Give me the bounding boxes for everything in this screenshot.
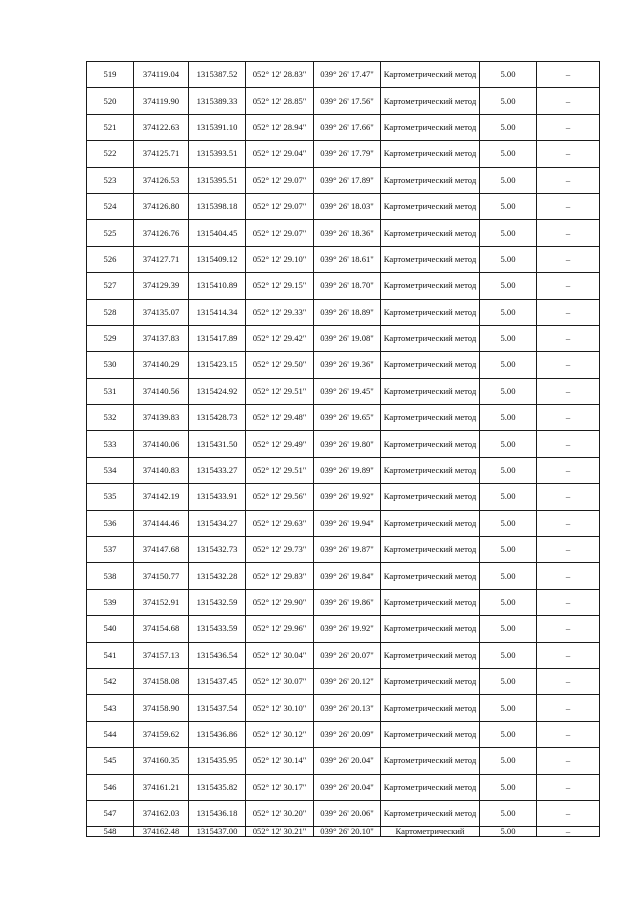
y-coordinate-cell: 1315428.73 xyxy=(189,405,246,431)
point-number-cell: 537 xyxy=(87,537,134,563)
table-row xyxy=(87,563,600,589)
precision-cell: 5.00 xyxy=(480,668,537,694)
y-coordinate-cell: 1315433.59 xyxy=(189,616,246,642)
point-number-cell: 540 xyxy=(87,616,134,642)
x-coordinate-cell: 374140.83 xyxy=(134,457,189,483)
x-coordinate-cell: 374140.29 xyxy=(134,352,189,378)
point-number-cell: 531 xyxy=(87,378,134,404)
longitude-cell: 039° 26' 19.36" xyxy=(314,352,381,378)
y-coordinate-cell: 1315431.50 xyxy=(189,431,246,457)
note-cell: – xyxy=(537,246,600,272)
longitude-cell: 039° 26' 19.65" xyxy=(314,405,381,431)
table-row xyxy=(87,457,600,483)
latitude-cell: 052° 12' 28.85" xyxy=(246,88,314,114)
latitude-cell: 052° 12' 29.50" xyxy=(246,352,314,378)
latitude-cell: 052° 12' 29.49" xyxy=(246,431,314,457)
precision-cell: 5.00 xyxy=(480,141,537,167)
latitude-cell: 052° 12' 30.10" xyxy=(246,695,314,721)
note-cell: – xyxy=(537,748,600,774)
y-coordinate-cell: 1315424.92 xyxy=(189,378,246,404)
x-coordinate-cell: 374127.71 xyxy=(134,246,189,272)
method-cell: Картометрический метод xyxy=(381,431,480,457)
x-coordinate-cell: 374126.80 xyxy=(134,193,189,219)
note-cell: – xyxy=(537,88,600,114)
longitude-cell: 039° 26' 20.09" xyxy=(314,721,381,747)
longitude-cell: 039° 26' 20.10" xyxy=(314,827,381,837)
precision-cell: 5.00 xyxy=(480,695,537,721)
precision-cell: 5.00 xyxy=(480,325,537,351)
method-cell: Картометрический метод xyxy=(381,563,480,589)
y-coordinate-cell: 1315435.82 xyxy=(189,774,246,800)
point-number-cell: 538 xyxy=(87,563,134,589)
note-cell: – xyxy=(537,589,600,615)
method-cell: Картометрический метод xyxy=(381,668,480,694)
y-coordinate-cell: 1315410.89 xyxy=(189,273,246,299)
longitude-cell: 039° 26' 20.12" xyxy=(314,668,381,694)
point-number-cell: 520 xyxy=(87,88,134,114)
latitude-cell: 052° 12' 28.83" xyxy=(246,62,314,88)
table-row xyxy=(87,800,600,826)
longitude-cell: 039° 26' 17.79" xyxy=(314,141,381,167)
y-coordinate-cell: 1315437.54 xyxy=(189,695,246,721)
longitude-cell: 039° 26' 18.36" xyxy=(314,220,381,246)
x-coordinate-cell: 374139.83 xyxy=(134,405,189,431)
longitude-cell: 039° 26' 17.56" xyxy=(314,88,381,114)
precision-cell: 5.00 xyxy=(480,774,537,800)
x-coordinate-cell: 374129.39 xyxy=(134,273,189,299)
latitude-cell: 052° 12' 29.96" xyxy=(246,616,314,642)
method-cell: Картометрический метод xyxy=(381,616,480,642)
x-coordinate-cell: 374161.21 xyxy=(134,774,189,800)
coordinates-table xyxy=(86,61,600,837)
note-cell: – xyxy=(537,141,600,167)
latitude-cell: 052° 12' 29.56" xyxy=(246,484,314,510)
note-cell: – xyxy=(537,431,600,457)
precision-cell: 5.00 xyxy=(480,616,537,642)
longitude-cell: 039° 26' 19.94" xyxy=(314,510,381,536)
y-coordinate-cell: 1315436.54 xyxy=(189,642,246,668)
table-row xyxy=(87,114,600,140)
method-cell: Картометрический метод xyxy=(381,273,480,299)
table-row xyxy=(87,668,600,694)
method-cell: Картометрический метод xyxy=(381,167,480,193)
latitude-cell: 052° 12' 29.07" xyxy=(246,193,314,219)
longitude-cell: 039° 26' 20.13" xyxy=(314,695,381,721)
note-cell: – xyxy=(537,537,600,563)
latitude-cell: 052° 12' 30.14" xyxy=(246,748,314,774)
x-coordinate-cell: 374119.90 xyxy=(134,88,189,114)
x-coordinate-cell: 374119.04 xyxy=(134,62,189,88)
table-row xyxy=(87,167,600,193)
latitude-cell: 052° 12' 29.51" xyxy=(246,457,314,483)
note-cell: – xyxy=(537,405,600,431)
precision-cell: 5.00 xyxy=(480,88,537,114)
note-cell: – xyxy=(537,721,600,747)
method-cell: Картометрический метод xyxy=(381,220,480,246)
latitude-cell: 052° 12' 30.20" xyxy=(246,800,314,826)
point-number-cell: 545 xyxy=(87,748,134,774)
note-cell: – xyxy=(537,325,600,351)
point-number-cell: 522 xyxy=(87,141,134,167)
y-coordinate-cell: 1315435.95 xyxy=(189,748,246,774)
x-coordinate-cell: 374137.83 xyxy=(134,325,189,351)
note-cell: – xyxy=(537,352,600,378)
longitude-cell: 039° 26' 19.86" xyxy=(314,589,381,615)
method-cell: Картометрический xyxy=(381,827,480,837)
latitude-cell: 052° 12' 29.10" xyxy=(246,246,314,272)
longitude-cell: 039° 26' 18.61" xyxy=(314,246,381,272)
precision-cell: 5.00 xyxy=(480,827,537,837)
point-number-cell: 523 xyxy=(87,167,134,193)
longitude-cell: 039° 26' 19.92" xyxy=(314,616,381,642)
latitude-cell: 052° 12' 29.15" xyxy=(246,273,314,299)
point-number-cell: 546 xyxy=(87,774,134,800)
x-coordinate-cell: 374126.53 xyxy=(134,167,189,193)
y-coordinate-cell: 1315432.28 xyxy=(189,563,246,589)
latitude-cell: 052° 12' 29.83" xyxy=(246,563,314,589)
longitude-cell: 039° 26' 19.92" xyxy=(314,484,381,510)
precision-cell: 5.00 xyxy=(480,62,537,88)
y-coordinate-cell: 1315391.10 xyxy=(189,114,246,140)
table-row xyxy=(87,299,600,325)
y-coordinate-cell: 1315432.73 xyxy=(189,537,246,563)
point-number-cell: 529 xyxy=(87,325,134,351)
note-cell: – xyxy=(537,827,600,837)
y-coordinate-cell: 1315417.89 xyxy=(189,325,246,351)
method-cell: Картометрический метод xyxy=(381,721,480,747)
y-coordinate-cell: 1315409.12 xyxy=(189,246,246,272)
precision-cell: 5.00 xyxy=(480,246,537,272)
y-coordinate-cell: 1315398.18 xyxy=(189,193,246,219)
precision-cell: 5.00 xyxy=(480,484,537,510)
precision-cell: 5.00 xyxy=(480,220,537,246)
longitude-cell: 039° 26' 20.04" xyxy=(314,748,381,774)
note-cell: – xyxy=(537,193,600,219)
note-cell: – xyxy=(537,800,600,826)
table-row xyxy=(87,510,600,536)
note-cell: – xyxy=(537,378,600,404)
table-row xyxy=(87,378,600,404)
table-row xyxy=(87,325,600,351)
precision-cell: 5.00 xyxy=(480,642,537,668)
x-coordinate-cell: 374140.06 xyxy=(134,431,189,457)
method-cell: Картометрический метод xyxy=(381,774,480,800)
table-row xyxy=(87,141,600,167)
table-row xyxy=(87,537,600,563)
note-cell: – xyxy=(537,457,600,483)
x-coordinate-cell: 374125.71 xyxy=(134,141,189,167)
y-coordinate-cell: 1315437.45 xyxy=(189,668,246,694)
method-cell: Картометрический метод xyxy=(381,88,480,114)
longitude-cell: 039° 26' 17.66" xyxy=(314,114,381,140)
latitude-cell: 052° 12' 30.07" xyxy=(246,668,314,694)
method-cell: Картометрический метод xyxy=(381,352,480,378)
y-coordinate-cell: 1315395.51 xyxy=(189,167,246,193)
method-cell: Картометрический метод xyxy=(381,246,480,272)
y-coordinate-cell: 1315404.45 xyxy=(189,220,246,246)
method-cell: Картометрический метод xyxy=(381,695,480,721)
x-coordinate-cell: 374150.77 xyxy=(134,563,189,589)
x-coordinate-cell: 374162.48 xyxy=(134,827,189,837)
note-cell: – xyxy=(537,299,600,325)
longitude-cell: 039° 26' 18.70" xyxy=(314,273,381,299)
precision-cell: 5.00 xyxy=(480,510,537,536)
table-row xyxy=(87,220,600,246)
y-coordinate-cell: 1315433.27 xyxy=(189,457,246,483)
note-cell: – xyxy=(537,642,600,668)
latitude-cell: 052° 12' 29.04" xyxy=(246,141,314,167)
point-number-cell: 519 xyxy=(87,62,134,88)
method-cell: Картометрический метод xyxy=(381,325,480,351)
y-coordinate-cell: 1315437.00 xyxy=(189,827,246,837)
table-row xyxy=(87,405,600,431)
table-row xyxy=(87,431,600,457)
precision-cell: 5.00 xyxy=(480,273,537,299)
point-number-cell: 547 xyxy=(87,800,134,826)
table-row xyxy=(87,695,600,721)
note-cell: – xyxy=(537,616,600,642)
method-cell: Картометрический метод xyxy=(381,378,480,404)
table-row xyxy=(87,589,600,615)
y-coordinate-cell: 1315433.91 xyxy=(189,484,246,510)
y-coordinate-cell: 1315432.59 xyxy=(189,589,246,615)
point-number-cell: 542 xyxy=(87,668,134,694)
method-cell: Картометрический метод xyxy=(381,62,480,88)
precision-cell: 5.00 xyxy=(480,431,537,457)
latitude-cell: 052° 12' 30.12" xyxy=(246,721,314,747)
table-row xyxy=(87,352,600,378)
longitude-cell: 039° 26' 19.84" xyxy=(314,563,381,589)
point-number-cell: 526 xyxy=(87,246,134,272)
point-number-cell: 532 xyxy=(87,405,134,431)
table-row xyxy=(87,774,600,800)
x-coordinate-cell: 374142.19 xyxy=(134,484,189,510)
longitude-cell: 039° 26' 19.08" xyxy=(314,325,381,351)
table-row xyxy=(87,642,600,668)
note-cell: – xyxy=(537,484,600,510)
point-number-cell: 533 xyxy=(87,431,134,457)
longitude-cell: 039° 26' 19.89" xyxy=(314,457,381,483)
y-coordinate-cell: 1315436.18 xyxy=(189,800,246,826)
precision-cell: 5.00 xyxy=(480,352,537,378)
point-number-cell: 541 xyxy=(87,642,134,668)
note-cell: – xyxy=(537,695,600,721)
table-row xyxy=(87,273,600,299)
y-coordinate-cell: 1315414.34 xyxy=(189,299,246,325)
point-number-cell: 539 xyxy=(87,589,134,615)
latitude-cell: 052° 12' 28.94" xyxy=(246,114,314,140)
latitude-cell: 052° 12' 29.73" xyxy=(246,537,314,563)
precision-cell: 5.00 xyxy=(480,800,537,826)
precision-cell: 5.00 xyxy=(480,167,537,193)
y-coordinate-cell: 1315423.15 xyxy=(189,352,246,378)
x-coordinate-cell: 374135.07 xyxy=(134,299,189,325)
y-coordinate-cell: 1315389.33 xyxy=(189,88,246,114)
x-coordinate-cell: 374159.62 xyxy=(134,721,189,747)
x-coordinate-cell: 374147.68 xyxy=(134,537,189,563)
latitude-cell: 052° 12' 30.17" xyxy=(246,774,314,800)
method-cell: Картометрический метод xyxy=(381,141,480,167)
x-coordinate-cell: 374158.08 xyxy=(134,668,189,694)
x-coordinate-cell: 374140.56 xyxy=(134,378,189,404)
method-cell: Картометрический метод xyxy=(381,405,480,431)
method-cell: Картометрический метод xyxy=(381,748,480,774)
method-cell: Картометрический метод xyxy=(381,193,480,219)
x-coordinate-cell: 374160.35 xyxy=(134,748,189,774)
table-body xyxy=(87,62,600,837)
point-number-cell: 544 xyxy=(87,721,134,747)
y-coordinate-cell: 1315393.51 xyxy=(189,141,246,167)
precision-cell: 5.00 xyxy=(480,721,537,747)
point-number-cell: 536 xyxy=(87,510,134,536)
point-number-cell: 535 xyxy=(87,484,134,510)
method-cell: Картометрический метод xyxy=(381,537,480,563)
method-cell: Картометрический метод xyxy=(381,114,480,140)
precision-cell: 5.00 xyxy=(480,299,537,325)
longitude-cell: 039° 26' 19.80" xyxy=(314,431,381,457)
x-coordinate-cell: 374158.90 xyxy=(134,695,189,721)
precision-cell: 5.00 xyxy=(480,405,537,431)
latitude-cell: 052° 12' 29.63" xyxy=(246,510,314,536)
point-number-cell: 548 xyxy=(87,827,134,837)
table-row xyxy=(87,62,600,88)
longitude-cell: 039° 26' 20.04" xyxy=(314,774,381,800)
precision-cell: 5.00 xyxy=(480,378,537,404)
method-cell: Картометрический метод xyxy=(381,510,480,536)
latitude-cell: 052° 12' 29.90" xyxy=(246,589,314,615)
point-number-cell: 530 xyxy=(87,352,134,378)
latitude-cell: 052° 12' 29.48" xyxy=(246,405,314,431)
note-cell: – xyxy=(537,510,600,536)
method-cell: Картометрический метод xyxy=(381,589,480,615)
longitude-cell: 039° 26' 19.87" xyxy=(314,537,381,563)
method-cell: Картометрический метод xyxy=(381,299,480,325)
note-cell: – xyxy=(537,774,600,800)
latitude-cell: 052° 12' 29.42" xyxy=(246,325,314,351)
note-cell: – xyxy=(537,114,600,140)
latitude-cell: 052° 12' 29.51" xyxy=(246,378,314,404)
longitude-cell: 039° 26' 19.45" xyxy=(314,378,381,404)
method-cell: Картометрический метод xyxy=(381,800,480,826)
latitude-cell: 052° 12' 30.04" xyxy=(246,642,314,668)
method-cell: Картометрический метод xyxy=(381,457,480,483)
precision-cell: 5.00 xyxy=(480,563,537,589)
note-cell: – xyxy=(537,273,600,299)
x-coordinate-cell: 374126.76 xyxy=(134,220,189,246)
x-coordinate-cell: 374144.46 xyxy=(134,510,189,536)
table-row xyxy=(87,246,600,272)
latitude-cell: 052° 12' 29.33" xyxy=(246,299,314,325)
latitude-cell: 052° 12' 29.07" xyxy=(246,220,314,246)
x-coordinate-cell: 374154.68 xyxy=(134,616,189,642)
method-cell: Картометрический метод xyxy=(381,484,480,510)
x-coordinate-cell: 374157.13 xyxy=(134,642,189,668)
point-number-cell: 521 xyxy=(87,114,134,140)
y-coordinate-cell: 1315436.86 xyxy=(189,721,246,747)
precision-cell: 5.00 xyxy=(480,457,537,483)
y-coordinate-cell: 1315434.27 xyxy=(189,510,246,536)
longitude-cell: 039° 26' 17.89" xyxy=(314,167,381,193)
note-cell: – xyxy=(537,220,600,246)
longitude-cell: 039° 26' 18.03" xyxy=(314,193,381,219)
note-cell: – xyxy=(537,668,600,694)
longitude-cell: 039° 26' 18.89" xyxy=(314,299,381,325)
table-row xyxy=(87,748,600,774)
longitude-cell: 039° 26' 17.47" xyxy=(314,62,381,88)
point-number-cell: 527 xyxy=(87,273,134,299)
precision-cell: 5.00 xyxy=(480,589,537,615)
table-row xyxy=(87,616,600,642)
point-number-cell: 534 xyxy=(87,457,134,483)
note-cell: – xyxy=(537,62,600,88)
point-number-cell: 524 xyxy=(87,193,134,219)
point-number-cell: 543 xyxy=(87,695,134,721)
point-number-cell: 525 xyxy=(87,220,134,246)
point-number-cell: 528 xyxy=(87,299,134,325)
precision-cell: 5.00 xyxy=(480,748,537,774)
table-row xyxy=(87,484,600,510)
x-coordinate-cell: 374122.63 xyxy=(134,114,189,140)
table-row xyxy=(87,721,600,747)
precision-cell: 5.00 xyxy=(480,193,537,219)
table-row xyxy=(87,193,600,219)
latitude-cell: 052° 12' 30.21" xyxy=(246,827,314,837)
table-row xyxy=(87,88,600,114)
x-coordinate-cell: 374152.91 xyxy=(134,589,189,615)
note-cell: – xyxy=(537,167,600,193)
table-row xyxy=(87,827,600,837)
precision-cell: 5.00 xyxy=(480,537,537,563)
y-coordinate-cell: 1315387.52 xyxy=(189,62,246,88)
method-cell: Картометрический метод xyxy=(381,642,480,668)
latitude-cell: 052° 12' 29.07" xyxy=(246,167,314,193)
note-cell: – xyxy=(537,563,600,589)
precision-cell: 5.00 xyxy=(480,114,537,140)
longitude-cell: 039° 26' 20.07" xyxy=(314,642,381,668)
longitude-cell: 039° 26' 20.06" xyxy=(314,800,381,826)
x-coordinate-cell: 374162.03 xyxy=(134,800,189,826)
